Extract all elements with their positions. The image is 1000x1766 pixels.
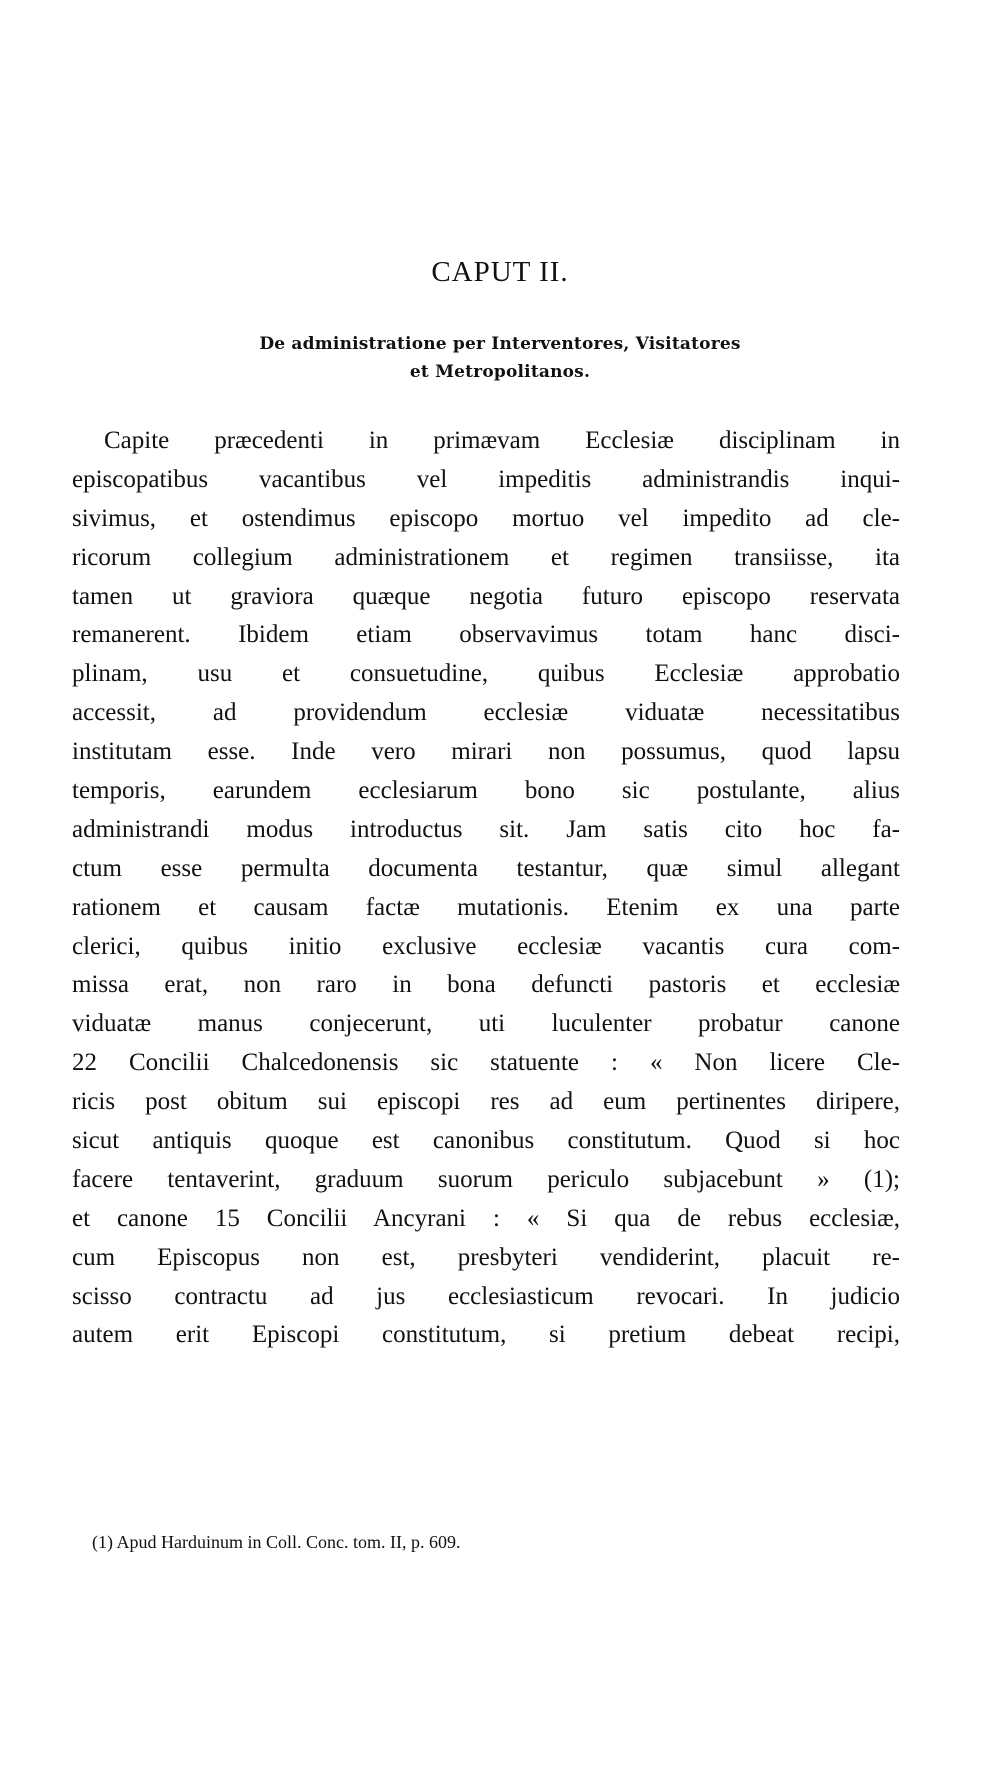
- text-line: clerici, quibus initio exclusive ecclesiæ vacantis cura com-: [72, 932, 900, 960]
- footnote: (1) Apud Harduinum in Coll. Conc. tom. II, p. 609.: [92, 1532, 461, 1552]
- text-line: sivimus, et ostendimus episcopo mortuo vel impedito ad cle-: [72, 504, 900, 532]
- chapter-subtitle: [120, 330, 880, 386]
- text-line: 22 Concilii Chalcedonensis sic statuente : « Non licere Cle-: [72, 1049, 900, 1077]
- text-line: temporis, earundem ecclesiarum bono sic postulante, alius: [72, 777, 900, 805]
- subtitle-line: et Metropolitanos.: [409, 362, 591, 382]
- text-line: episcopatibus vacantibus vel impeditis administrandis inqui-: [72, 465, 900, 493]
- text-line: autem erit Episcopi constitutum, si pretium debeat recipi,: [72, 1321, 900, 1349]
- text-line: cum Episcopus non est, presbyteri vendiderint, placuit re-: [72, 1243, 900, 1271]
- text-line: tamen ut graviora quæque negotia futuro episcopo reservata: [72, 582, 900, 610]
- text-line: sicut antiquis quoque est canonibus constitutum. Quod si hoc: [72, 1127, 900, 1155]
- text-line: facere tentaverint, graduum suorum periculo subjacebunt » (1);: [72, 1165, 900, 1193]
- text-line: institutam esse. Inde vero mirari non possumus, quod lapsu: [72, 738, 900, 766]
- text-line: ctum esse permulta documenta testantur, quæ simul allegant: [72, 854, 900, 882]
- body-paragraph: [72, 422, 900, 1355]
- text-line: plinam, usu et consuetudine, quibus Ecclesiæ approbatio: [72, 660, 900, 688]
- text-line: et canone 15 Concilii Ancyrani : « Si qua de rebus ecclesiæ,: [72, 1204, 900, 1232]
- text-line: scisso contractu ad jus ecclesiasticum revocari. In judicio: [72, 1282, 900, 1310]
- text-line: administrandi modus introductus sit. Jam satis cito hoc fa-: [72, 815, 900, 843]
- text-line: viduatæ manus conjecerunt, uti luculenter probatur canone: [72, 1010, 900, 1038]
- text-line: missa erat, non raro in bona defuncti pastoris et ecclesiæ: [72, 971, 900, 999]
- chapter-title: CAPUT II.: [431, 256, 569, 288]
- text-line: Capite præcedenti in primævam Ecclesiæ disciplinam in: [104, 427, 900, 454]
- text-line: remanerent. Ibidem etiam observavimus totam hanc disci-: [72, 621, 900, 649]
- subtitle-line: De administratione per Interventores, Visitatores: [259, 334, 741, 354]
- text-line: ricorum collegium administrationem et regimen transiisse, ita: [72, 543, 900, 571]
- text-line: accessit, ad providendum ecclesiæ viduatæ necessitatibus: [72, 699, 900, 727]
- text-line: rationem et causam factæ mutationis. Etenim ex una parte: [72, 893, 900, 921]
- text-line: ricis post obitum sui episcopi res ad eum pertinentes diripere,: [72, 1088, 900, 1116]
